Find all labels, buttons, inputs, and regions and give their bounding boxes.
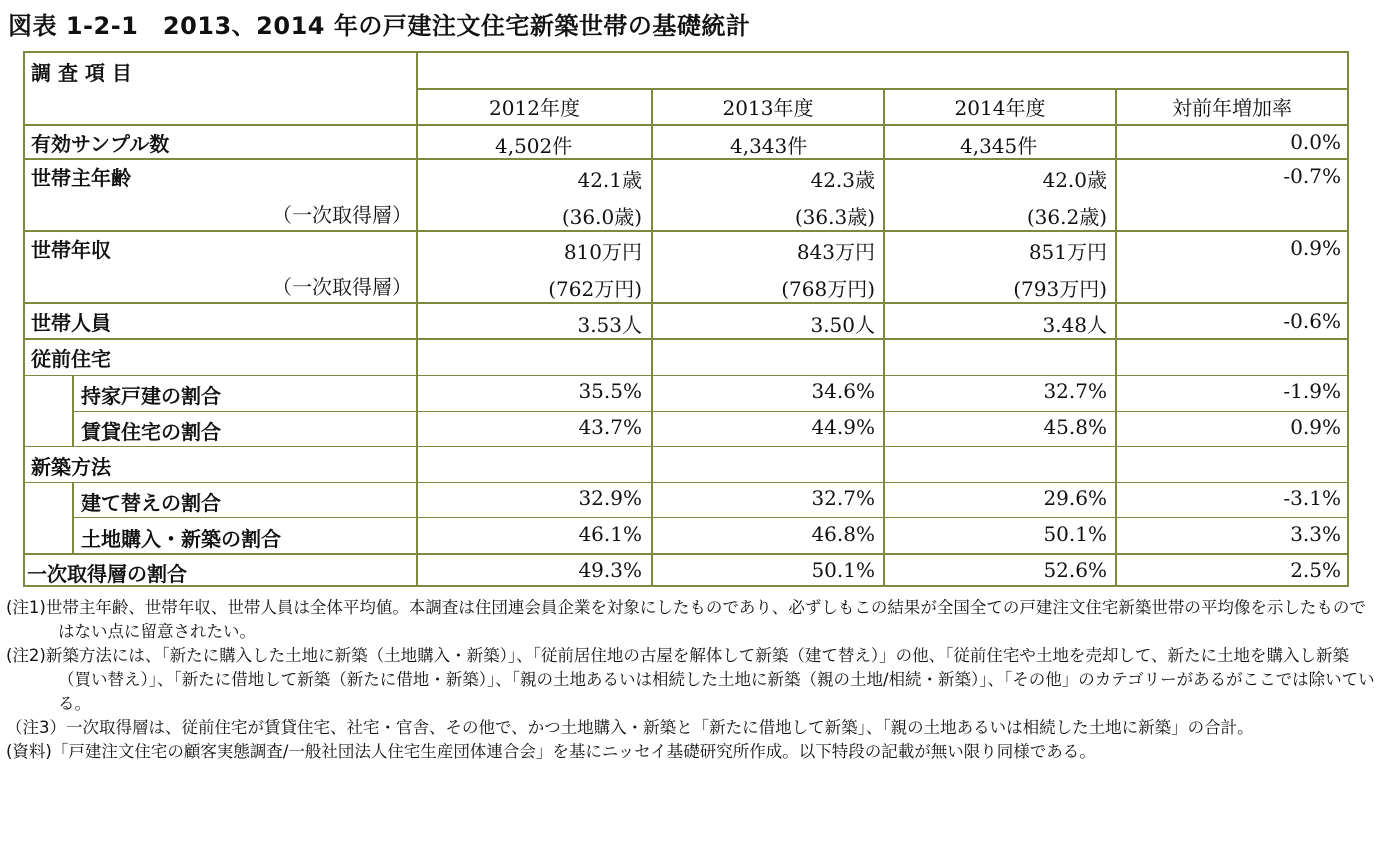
col-header-rate: 対前年増加率 — [1172, 96, 1292, 120]
cell-rented-2012: 43.7% — [578, 415, 642, 439]
cell-rented-rate: 0.9% — [1290, 415, 1341, 439]
cell-rebuild-rate: -3.1% — [1283, 486, 1341, 510]
cell-members-2012: 3.53人 — [577, 313, 642, 337]
cell-owned-rate: -1.9% — [1283, 379, 1341, 403]
cell-income-2012: 810万円 — [563, 240, 642, 264]
cell-samples-2012: 4,502件 — [495, 134, 573, 158]
row-divider — [25, 482, 1347, 483]
cell-land-2014: 50.1% — [1043, 522, 1107, 546]
cell-owned-2014: 32.7% — [1043, 379, 1107, 403]
cell-age-sub-2014: (36.2歳) — [1026, 205, 1107, 229]
cell-age-2012: 42.1歳 — [577, 168, 642, 192]
dotted-divider — [74, 411, 1347, 412]
row-divider — [25, 302, 1347, 304]
cell-age-rate: -0.7% — [1283, 164, 1341, 188]
statistics-table — [23, 51, 1349, 587]
col-header-2014: 2014年度 — [954, 96, 1046, 120]
cell-income-sub-2012: (762万円) — [548, 277, 642, 301]
footnote-1: (注1)世帯主年齢、世帯年収、世帯人員は全体平均値。本調査は住団連会員企業を対象にしたものであり、必ずしもこの結果が全国全ての戸建注文住宅新築世帯の平均像を示したものではない点に留意されたい。 — [6, 598, 1366, 641]
cell-first-2014: 52.6% — [1043, 558, 1107, 582]
cell-income-2013: 843万円 — [796, 240, 875, 264]
cell-income-sub-2014: (793万円) — [1013, 277, 1107, 301]
cell-age-sub-2013: (36.3歳) — [794, 205, 875, 229]
cell-income-2014: 851万円 — [1028, 240, 1107, 264]
cell-income-rate: 0.9% — [1290, 236, 1341, 260]
figure-title: 図表 1-2-1 2013、2014 年の戸建注文住宅新築世帯の基礎統計 — [8, 12, 751, 40]
cell-samples-rate: 0.0% — [1290, 130, 1341, 154]
footnote-3: （注3）一次取得層は、従前住宅が賃貸住宅、社宅・官舎、その他で、かつ土地購入・新築と「新たに借地して新築」、「親の土地あるいは相続した土地に新築」の合計。 — [6, 718, 1254, 737]
cell-members-2013: 3.50人 — [810, 313, 875, 337]
row-sublabel-age: （一次取得層） — [272, 203, 412, 227]
footnote-2: (注2)新築方法には、「新たに購入した土地に新築（土地購入・新築）」、「従前居住地の古屋を解体して新築（建て替え）」の他、「従前住宅や土地を売却して、新たに土地を購入し新築（買い替え）」、「新たに借地して新築（新たに借地・新築）」、「親の土地あるいは相続した土地に新築（親の土地/相続・新築）」、「その他」のカテゴリーがあるがここでは除いている。 — [6, 646, 1375, 713]
cell-owned-2012: 35.5% — [578, 379, 642, 403]
row-divider — [25, 338, 1347, 340]
cell-age-2014: 42.0歳 — [1042, 168, 1107, 192]
row-label-owned: 持家戸建の割合 — [81, 384, 221, 408]
cell-age-sub-2012: (36.0歳) — [561, 205, 642, 229]
cell-rebuild-2014: 29.6% — [1043, 486, 1107, 510]
col-header-2012: 2012年度 — [489, 96, 580, 120]
group-label-method: 新築方法 — [31, 455, 111, 479]
row-label-first: 一次取得層の割合 — [27, 562, 187, 586]
cell-first-rate: 2.5% — [1290, 558, 1341, 582]
cell-rebuild-2012: 32.9% — [578, 486, 642, 510]
row-sublabel-income: （一次取得層） — [272, 275, 412, 299]
row-label-rebuild: 建て替えの割合 — [81, 491, 221, 515]
cell-samples-2013: 4,343件 — [730, 134, 808, 158]
cell-samples-2014: 4,345件 — [960, 134, 1038, 158]
cell-members-2014: 3.48人 — [1042, 313, 1107, 337]
header-label: 調 査 項 目 — [31, 61, 132, 85]
cell-land-2013: 46.8% — [811, 522, 875, 546]
indent-divider — [72, 483, 74, 553]
row-divider — [25, 124, 1347, 126]
cell-first-2013: 50.1% — [811, 558, 875, 582]
source-note: (資料)「戸建注文住宅の顧客実態調査/一般社団法人住宅生産団体連合会」を基にニッセイ基礎研究所作成。以下特段の記載が無い限り同様である。 — [6, 742, 1096, 761]
row-label-age: 世帯主年齢 — [31, 166, 131, 190]
row-divider — [25, 375, 1347, 376]
cell-rebuild-2013: 32.7% — [811, 486, 875, 510]
group-label-prev-house: 従前住宅 — [31, 347, 111, 371]
cell-owned-2013: 34.6% — [811, 379, 875, 403]
cell-first-2012: 49.3% — [578, 558, 642, 582]
col-header-2013: 2013年度 — [722, 96, 814, 120]
row-label-samples: 有効サンプル数 — [31, 132, 170, 156]
row-label-members: 世帯人員 — [31, 311, 111, 335]
cell-land-2012: 46.1% — [578, 522, 642, 546]
cell-age-2013: 42.3歳 — [810, 168, 875, 192]
row-divider — [416, 88, 1347, 90]
cell-rented-2014: 45.8% — [1043, 415, 1107, 439]
cell-income-sub-2013: (768万円) — [781, 277, 875, 301]
col-divider — [1115, 88, 1117, 585]
row-divider — [25, 446, 1347, 447]
row-label-income: 世帯年収 — [31, 238, 111, 262]
row-label-land: 土地購入・新築の割合 — [81, 527, 281, 551]
cell-members-rate: -0.6% — [1283, 309, 1341, 333]
row-divider — [25, 230, 1347, 232]
cell-land-rate: 3.3% — [1290, 522, 1341, 546]
row-label-rented: 賃貸住宅の割合 — [81, 420, 221, 444]
row-divider — [25, 158, 1347, 160]
cell-rented-2013: 44.9% — [811, 415, 875, 439]
row-divider — [25, 553, 1347, 555]
row-divider — [74, 517, 1347, 518]
footnotes — [6, 596, 1376, 764]
